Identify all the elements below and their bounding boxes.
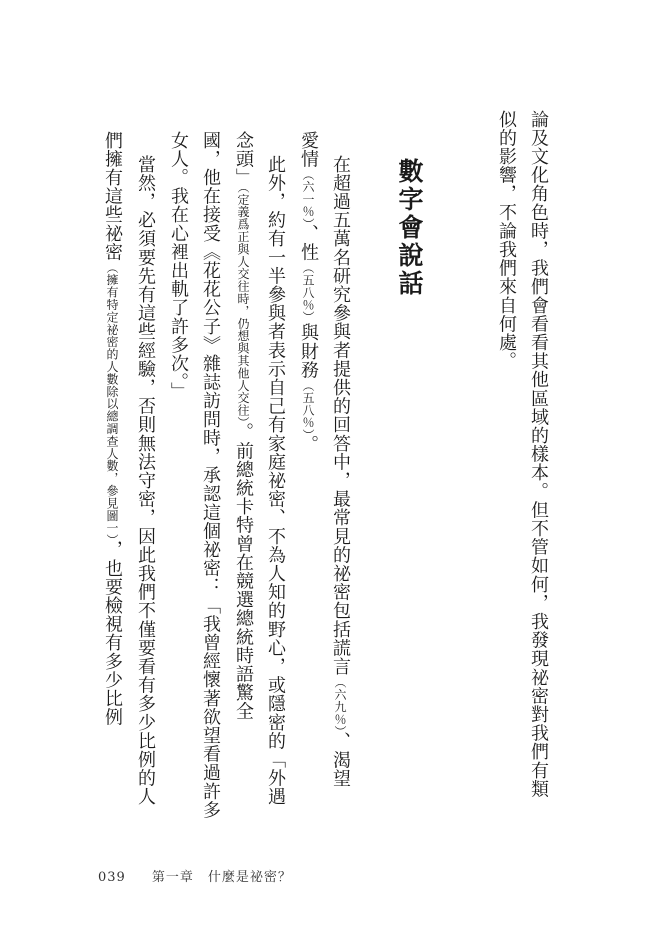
carter-line-1: 此外，約有一半參與者表示自己有家庭祕密、不為人知的野心，或隱密的「外遇 [265,155,286,806]
carter-line-2-text: 念頭」 [233,131,254,187]
section-heading: 數字會說話 [395,158,424,298]
experience-line-2 [101,131,123,726]
carter-definition-note: （定義爲正與人交往時，仍想與其他人交往） [236,186,250,423]
stats-line-2-finance: 與財務 [298,323,319,380]
stats-line-1 [329,155,351,788]
stats-line-2-end: 。 [298,435,319,454]
experience-figure-note: （擁有特定祕密的人數除以總調查人數，參見圖一） [105,261,119,541]
stats-line-2-sex: 、性 [298,224,319,262]
stats-finance-percent: （五八％） [301,379,315,436]
chapter-title: 什麼是祕密？ [207,870,292,885]
stats-line-1-text: 在超過五萬名研究參與者提供的回答中，最常見的祕密包括謊言 [330,155,351,676]
page-number: 039 [98,870,126,885]
experience-line-2-text: 們擁有這些祕密 [102,131,123,262]
experience-line-1: 當然，必須要先有這些經驗，否則無法守密，因此我們不僅要看有多少比例的人 [135,155,156,806]
carter-line-2 [232,131,254,720]
experience-line-2-tail: ，也要檢視有多少比例 [102,540,123,727]
carter-line-2-tail: 。前總統卡特曾在競選總統時語驚全 [233,422,254,721]
page-footer [98,866,292,885]
intro-line-2: 似的影響，不論我們來自何處。 [496,110,517,371]
stats-sex-percent: （五八％） [301,261,315,324]
chapter-label: 第一章 [151,870,194,885]
intro-line-1: 論及文化角色時，我們會看看其他區域的樣本。但不管如何，我發現祕密對我們有類 [528,110,549,799]
stats-lies-percent: （六九％） [333,675,347,732]
stats-line-1-tail: 、渴望 [330,731,351,788]
stats-line-2-love: 愛情 [298,131,319,169]
carter-line-4: 女人。我在心裡出軌了許多次。」 [168,131,189,401]
stats-line-2 [297,131,319,454]
carter-line-3: 國，他在接受《花花公子》雜誌訪問時，承認這個祕密：「我曾經懷著欲望看過許多 [200,131,221,820]
stats-love-percent: （六一％） [301,168,315,225]
